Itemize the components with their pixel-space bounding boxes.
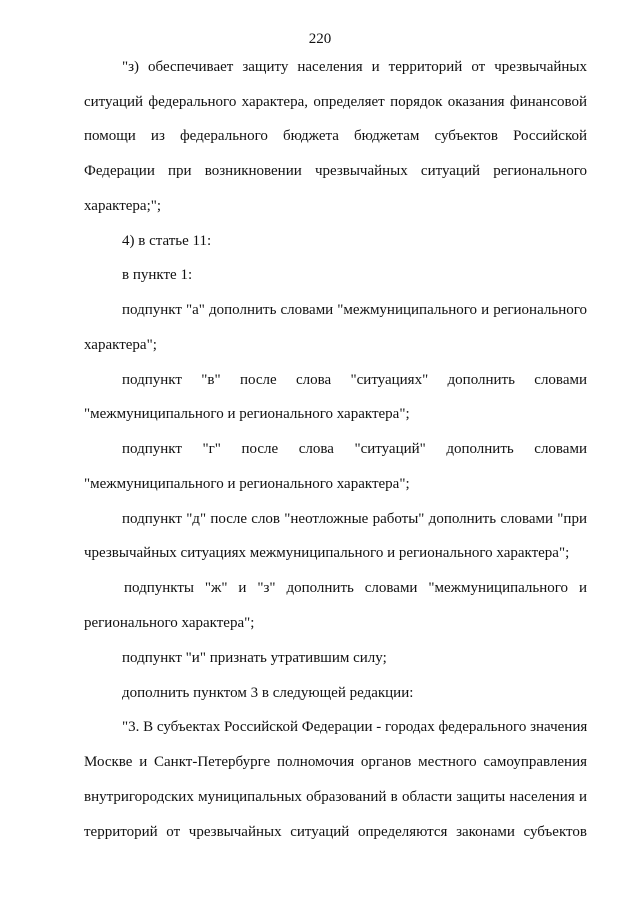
text-line: характера"; (84, 337, 157, 353)
text-line: подпункт "в" после слова "ситуациях" дополнить словами (122, 372, 587, 388)
text-line: помощи из федерального бюджета бюджетам субъектов Российской (84, 128, 587, 144)
text-line: "межмуниципального и регионального характера"; (84, 476, 410, 492)
text-line: подпункт "а" дополнить словами "межмуниципального и регионального (122, 302, 587, 318)
text-line: чрезвычайных ситуациях межмуниципального и регионального характера"; (84, 545, 570, 561)
text-line: подпункт "и" признать утратившим силу; (122, 650, 387, 666)
text-line: "з) обеспечивает защиту населения и территорий от чрезвычайных (122, 59, 587, 75)
text-line: внутригородских муниципальных образований в области защиты населения и (84, 789, 587, 805)
text-line: территорий от чрезвычайных ситуаций определяются законами субъектов (84, 824, 587, 840)
page-number: 220 (308, 31, 332, 47)
text-line: ситуаций федерального характера, определяет порядок оказания финансовой (84, 94, 587, 110)
text-line: Федерации при возникновении чрезвычайных ситуаций регионального (84, 163, 587, 179)
text-line: подпункт "г" после слова "ситуаций" дополнить словами (122, 441, 587, 457)
text-line: подпункт "д" после слов "неотложные работы" дополнить словами "при (122, 511, 587, 527)
text-line: подпункты "ж" и "з" дополнить словами "межмуниципального и (124, 580, 587, 596)
text-line: регионального характера"; (84, 615, 255, 631)
text-line: "межмуниципального и регионального характера"; (84, 406, 410, 422)
text-line: в пункте 1: (122, 267, 193, 283)
text-line: характера;"; (84, 198, 162, 214)
text-line: 4) в статье 11: (122, 233, 212, 249)
text-line: "3. В субъектах Российской Федерации - городах федерального значения (122, 719, 588, 735)
text-line: Москве и Санкт-Петербурге полномочия органов местного самоуправления (84, 754, 587, 770)
text-line: дополнить пунктом 3 в следующей редакции: (122, 685, 414, 701)
